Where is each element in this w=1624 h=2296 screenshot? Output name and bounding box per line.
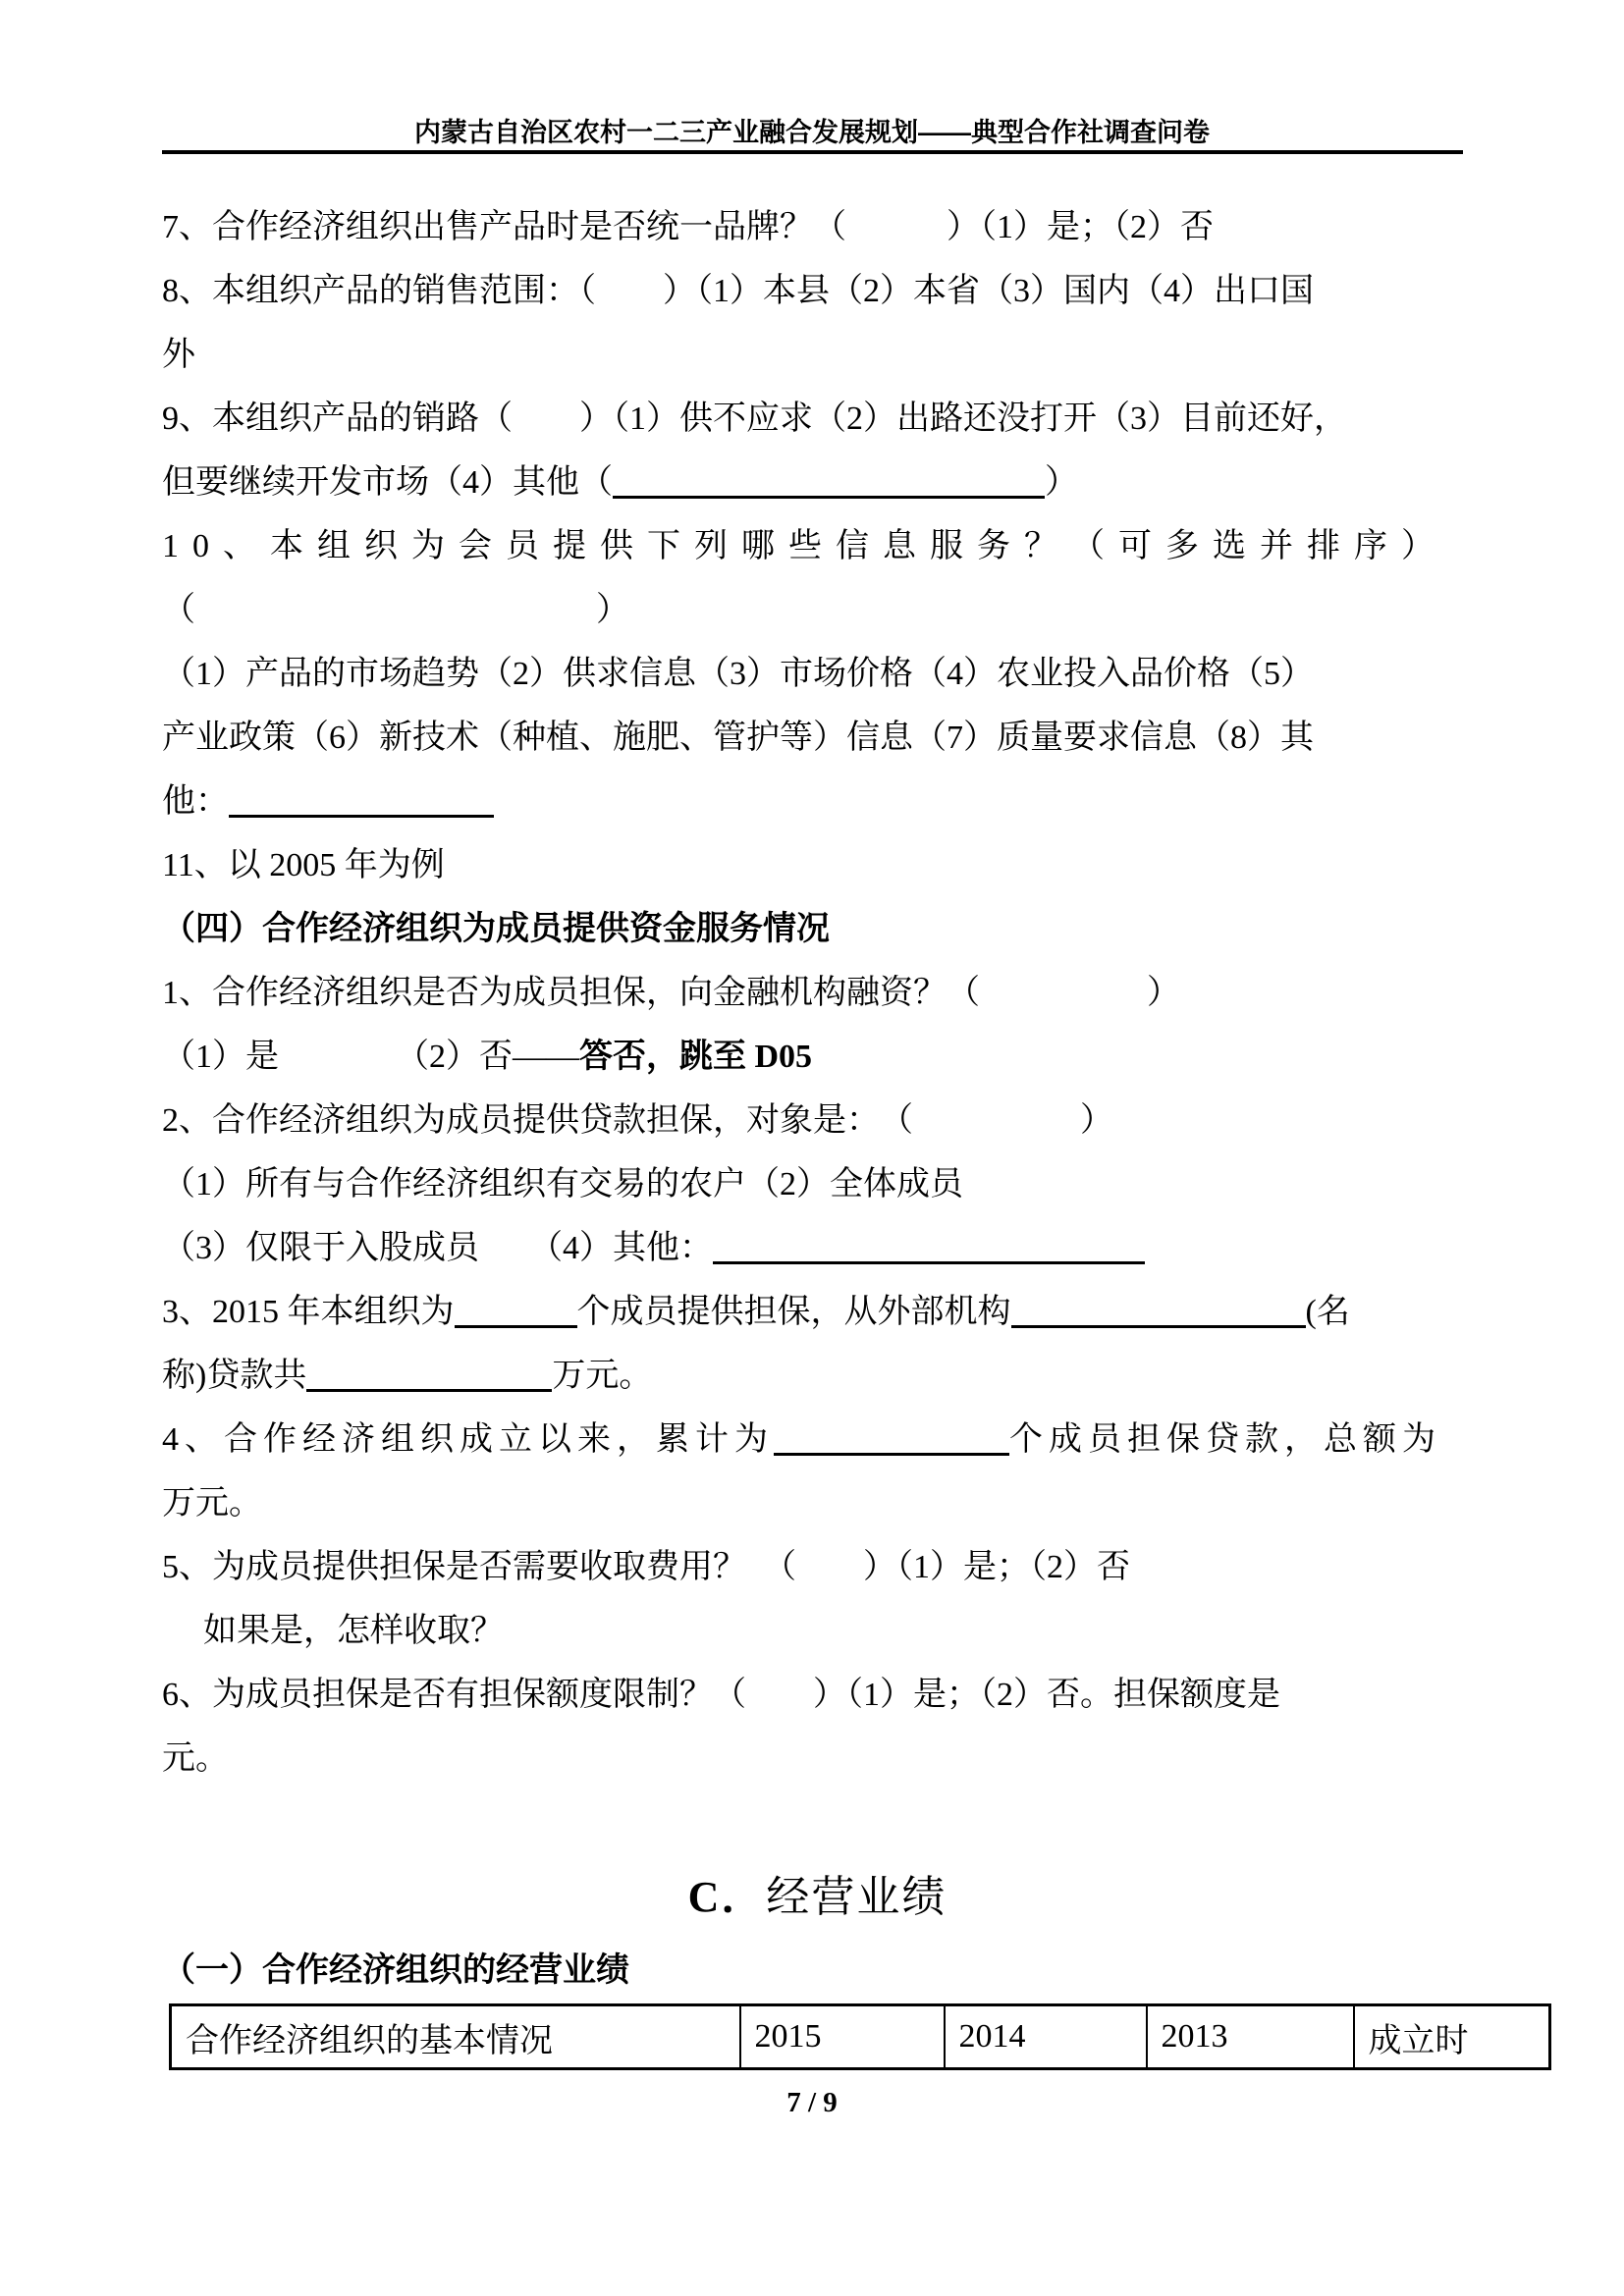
blank-field: [1011, 1317, 1306, 1328]
text-span: 10、本组织为会员提供下列哪些信息服务？（可多选并排序）: [162, 528, 1448, 564]
page-header-title: 内蒙古自治区农村一二三产业融合发展规划——典型合作社调查问卷: [414, 118, 1210, 147]
d-question-2: [162, 1089, 1473, 1152]
d-question-4-line1: [162, 1408, 1473, 1471]
text-span: 1、合作经济组织是否为成员担保，向金融机构融资？（ ）: [162, 975, 1180, 1011]
section-d-heading: [162, 897, 1473, 961]
document-body: [162, 195, 1473, 2070]
table-header-row: [171, 2005, 1550, 2069]
text-span: 他：: [162, 783, 229, 820]
d-question-1: [162, 961, 1473, 1025]
question-10-options-2: [162, 706, 1473, 770]
text-span: 11、以 2005 年为例: [162, 847, 445, 883]
text-span: （1）产品的市场趋势（2）供求信息（3）市场价格（4）农业投入品价格（5）: [162, 656, 1314, 692]
d-question-5-followup: [162, 1599, 1473, 1663]
text-span: （1）是 （2）否——: [162, 1039, 579, 1075]
section-c-letter: C．: [687, 1873, 767, 1921]
question-10-options-3: [162, 770, 1473, 833]
question-11: [162, 833, 1473, 897]
text-span: ）: [1045, 464, 1078, 501]
text-span: 产业政策（6）新技术（种植、施肥、管护等）信息（7）质量要求信息（8）其: [162, 720, 1314, 756]
table-header-2014: 2014: [945, 2005, 1147, 2069]
text-span: （四）合作经济组织为成员提供资金服务情况: [162, 910, 830, 947]
text-span: 外: [162, 337, 195, 373]
text-span: 但要继续开发市场（4）其他（: [162, 464, 613, 501]
text-span: （ ）: [162, 592, 629, 628]
question-8-line2: [162, 323, 1473, 387]
d-question-2-options-2: [162, 1216, 1473, 1280]
text-span: 个成员担保贷款，总额为: [1009, 1421, 1441, 1458]
blank-field: [774, 1445, 1009, 1456]
blank-field: [455, 1317, 577, 1328]
text-span: （1）所有与合作经济组织有交易的农户（2）全体成员: [162, 1166, 963, 1202]
section-c-title: 经营业绩: [766, 1873, 947, 1921]
text-span: (名: [1305, 1294, 1350, 1330]
blank-field: [229, 807, 494, 818]
question-9-line1: [162, 387, 1473, 451]
d-question-3-line2: [162, 1344, 1473, 1408]
d-question-2-options-1: [162, 1152, 1473, 1216]
table-header-2013: 2013: [1147, 2005, 1354, 2069]
blank-field: [613, 488, 1045, 499]
text-span: 万元。: [162, 1485, 262, 1522]
d-question-3-line1: [162, 1280, 1473, 1344]
text-span: 5、为成员提供担保是否需要收取费用？ （ ）（1）是；（2）否: [162, 1549, 1130, 1585]
question-10-options-1: [162, 642, 1473, 706]
question-9-line2: [162, 451, 1473, 514]
bold-text: 答否，跳至 D05: [579, 1039, 813, 1075]
text-span: 7、合作经济组织出售产品时是否统一品牌？（ ）（1）是；（2）否: [162, 209, 1214, 245]
question-8-line1: [162, 259, 1473, 323]
question-10-line1: [162, 514, 1473, 578]
d-question-6-line1: [162, 1663, 1473, 1727]
blank-field: [306, 1381, 552, 1392]
subsection-1-heading: （一）合作经济组织的经营业绩: [162, 1951, 629, 1989]
text-span: 万元。: [552, 1358, 653, 1394]
d-question-1-options: [162, 1025, 1473, 1089]
section-c-heading: [162, 1865, 1473, 1929]
d-question-5: [162, 1535, 1473, 1599]
text-span: 个成员提供担保，从外部机构: [576, 1294, 1011, 1330]
question-7: [162, 195, 1473, 259]
page-number: 7 / 9: [786, 2087, 838, 2118]
text-span: 4、合作经济组织成立以来，累计为: [162, 1421, 774, 1458]
text-span: 2、合作经济组织为成员提供贷款担保，对象是： （ ）: [162, 1102, 1113, 1139]
text-span: 如果是，怎样收取？: [203, 1613, 504, 1649]
text-span: 称)贷款共: [162, 1358, 307, 1394]
performance-table: [169, 2003, 1551, 2070]
table-header-founding: 成立时: [1354, 2005, 1550, 2069]
text-span: 3、2015 年本组织为: [162, 1294, 455, 1330]
text-span: 8、本组织产品的销售范围：（ ）（1）本县（2）本省（3）国内（4）出口国: [162, 273, 1314, 309]
header-rule: [162, 150, 1463, 154]
text-span: 6、为成员担保是否有担保额度限制？（ ）（1）是；（2）否。担保额度是: [162, 1677, 1280, 1713]
text-span: 9、本组织产品的销路（ ）（1）供不应求（2）出路还没打开（3）目前还好，: [162, 400, 1347, 437]
table-header-2015: 2015: [740, 2005, 945, 2069]
blank-field: [713, 1254, 1145, 1264]
d-question-6-line2: [162, 1727, 1473, 1790]
text-span: （3）仅限于入股成员 （4）其他：: [162, 1230, 713, 1266]
question-10-line2: [162, 578, 1473, 642]
body-lines: [162, 195, 1473, 1790]
table-header-basic-info: 合作经济组织的基本情况: [171, 2005, 740, 2069]
d-question-4-line2: [162, 1471, 1473, 1535]
text-span: 元。: [162, 1740, 229, 1777]
